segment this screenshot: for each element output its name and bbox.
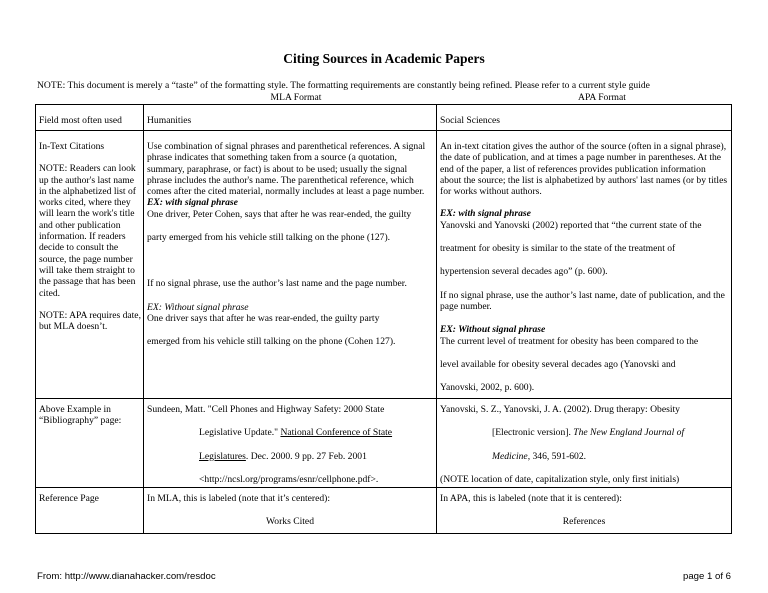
mla-intext-intro: Use combination of signal phrases and parenthetical references. A signal phrase indicates that something taken from a source (a quotation, summary, paraphrase, or fact) is about to be used; usually the signal phrase includes the author's name. The parenthetical reference, which comes after the cited material, normally includes at least a page number. — [147, 141, 426, 198]
apa-biblio-line3-text: 346, 591-602. — [530, 450, 587, 462]
mla-format-header: MLA Format — [270, 92, 322, 103]
mla-ex2-label: EX: Without signal phrase — [147, 301, 249, 313]
apa-reference-cell — [440, 493, 728, 528]
apa-biblio-journal: The New England Journal of — [573, 427, 685, 439]
apa-ex2-label: EX: Without signal phrase — [440, 324, 546, 336]
footer-source: From: http://www.dianahacker.com/resdoc — [37, 571, 216, 582]
mla-biblio-line1: Sundeen, Matt. "Cell Phones and Highway Safety: 2000 State — [147, 404, 385, 415]
mla-biblio-publisher-cont: Legislatures — [199, 450, 246, 462]
mla-reference-text: In MLA, this is labeled (note that it’s centered): — [147, 493, 331, 504]
apa-ex2-line1: The current level of treatment for obesity has been compared to the — [440, 335, 699, 347]
mla-ex1-line2: party emerged from his vehicle still talking on the phone (127). — [147, 232, 391, 244]
table-rule — [436, 104, 437, 534]
apa-ex1-label: EX: with signal phrase — [440, 208, 531, 220]
page-title: Citing Sources in Academic Papers — [283, 51, 485, 66]
apa-reference-text: In APA, this is labeled (note that it is centered): — [440, 493, 622, 504]
apa-ex1-line3: hypertension several decades ago” (p. 600). — [440, 266, 608, 278]
page-number: page 1 of 6 — [682, 571, 731, 582]
mla-biblio-line2-text: Legislative Update." — [199, 427, 281, 439]
apa-intext-cell — [440, 141, 728, 393]
apa-intext-intro: An in-text citation gives the author of the source (often in a signal phrase), the date of publication, and at times a page number in parentheses. At the end of the paper, a list of references provides publication information about the source; the list is alphabetized by authors' last names (or by titles for works without authors. — [440, 141, 728, 198]
mla-ex2-line1: One driver says that after he was rear-ended, the guilty party — [147, 312, 380, 324]
apa-reference-heading: References — [562, 516, 606, 528]
apa-biblio-line2-text: [Electronic version]. — [492, 427, 574, 439]
intext-note-1: NOTE: Readers can look up the author's last name in the alphabetized list of works cited, where they will learn the work's title and other publication information. If readers decide to consult the source, the page number will take them straight to the passage that has been cited. — [39, 163, 136, 299]
mla-reference-cell — [147, 493, 433, 528]
apa-ex1-line2: treatment for obesity is similar to the state of the treatment of — [440, 243, 676, 255]
mla-intext-cell — [147, 141, 433, 348]
table-rule — [143, 104, 144, 534]
apa-nosig: If no signal phrase, use the author’s last name, date of publication, and the page number. — [440, 289, 725, 312]
apa-field-value: Social Sciences — [440, 115, 500, 126]
apa-biblio-cell — [440, 404, 728, 485]
apa-biblio-journal-cont: Medicine, — [492, 450, 531, 462]
style-note: NOTE: This document is merely a “taste” of the formatting style. The formatting requirements are constantly being refined. Please refer to a current style guide — [37, 80, 650, 91]
table-rule — [35, 104, 732, 105]
mla-ex1-line1: One driver, Peter Cohen, says that after he was rear-ended, the guilty — [147, 208, 412, 220]
mla-biblio-cell — [147, 404, 433, 485]
mla-field-value: Humanities — [147, 115, 192, 126]
apa-ex2-line3: Yanovski, 2002, p. 600). — [440, 382, 535, 394]
table-rule — [731, 104, 732, 534]
biblio-label: Above Example in “Bibliography” page: — [39, 404, 122, 427]
intext-label: In-Text Citations — [39, 141, 105, 152]
reference-page-label: Reference Page — [39, 493, 99, 504]
intext-note-2: NOTE: APA requires date, but MLA doesn’t. — [39, 309, 141, 333]
field-label: Field most often used — [39, 115, 122, 126]
mla-reference-heading: Works Cited — [266, 516, 314, 528]
mla-ex2-line2: emerged from his vehicle still talking on the phone (Cohen 127). — [147, 336, 396, 348]
intext-label-cell — [39, 141, 141, 332]
apa-ex2-line2: level available for obesity several decades ago (Yanovski and — [440, 358, 676, 370]
mla-nosig: If no signal phrase, use the author’s last name and the page number. — [147, 278, 407, 290]
table-rule — [35, 130, 732, 131]
apa-ex1-line1: Yanovski and Yanovski (2002) reported that “the current state of the — [440, 219, 702, 231]
mla-biblio-line3-text: . Dec. 2000. 9 pp. 27 Feb. 2001 — [245, 450, 367, 462]
table-rule — [35, 398, 732, 399]
apa-format-header: APA Format — [578, 92, 626, 103]
mla-ex1-label: EX: with signal phrase — [147, 197, 238, 209]
table-rule — [35, 104, 36, 534]
table-rule — [35, 487, 732, 488]
mla-biblio-url: <http://ncsl.org/programs/esnr/cellphone.pdf>. — [199, 473, 379, 485]
table-rule — [35, 533, 732, 534]
mla-biblio-publisher: National Conference of State — [280, 427, 393, 439]
apa-biblio-note: (NOTE location of date, capitalization style, only first initials) — [440, 473, 680, 485]
apa-biblio-line1: Yanovski, S. Z., Yanovski, J. A. (2002). Drug therapy: Obesity — [440, 404, 680, 415]
